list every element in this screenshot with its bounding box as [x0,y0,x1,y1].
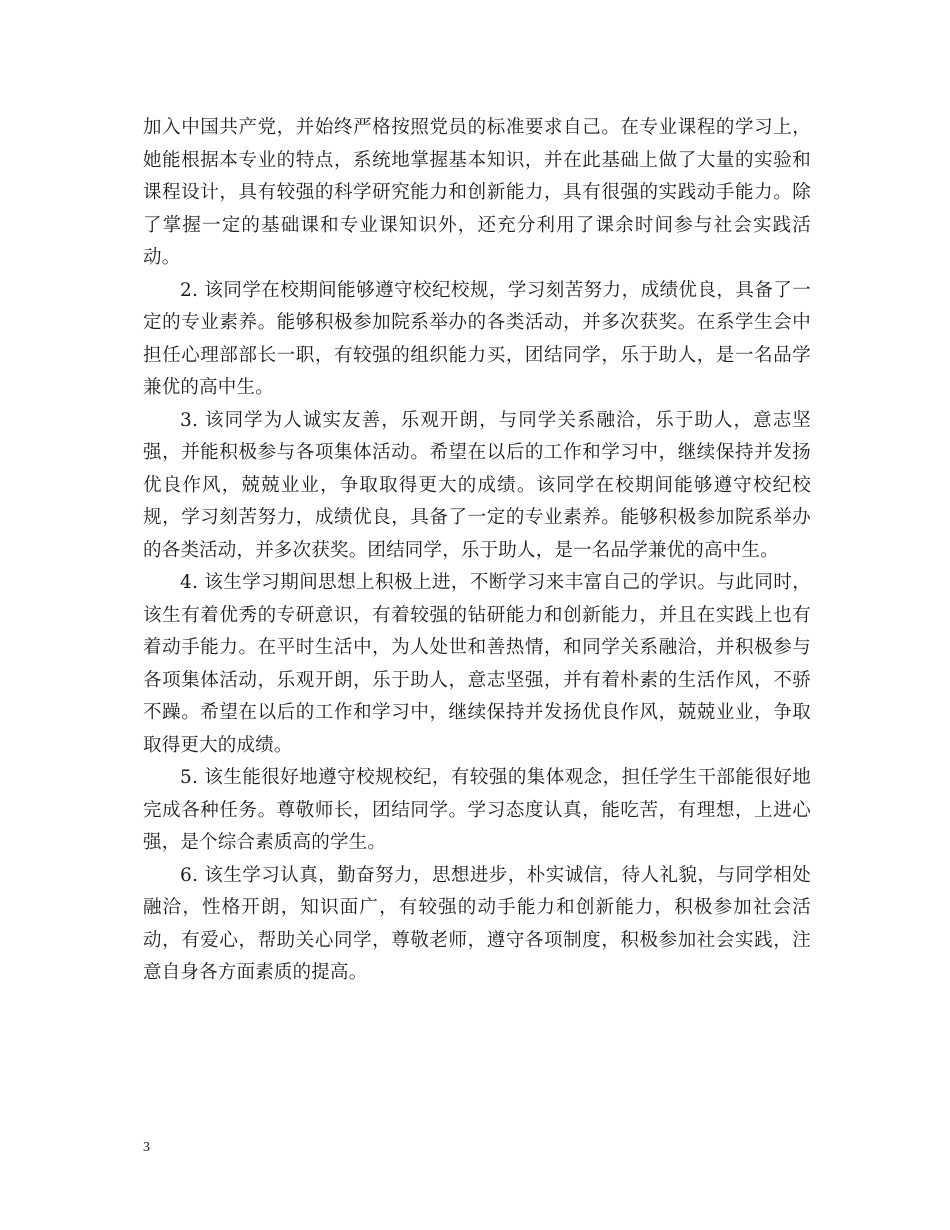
paragraph-continuation: 加入中国共产党，并始终严格按照党员的标准要求自己。在专业课程的学习上，她能根据本专业的特点，系统地掌握基本知识，并在此基础上做了大量的实验和课程设计，具有较强的科学研究能力和创新能力，具有很强的实践动手能力。除了掌握一定的基础课和专业课知识外，还充分利用了课余时间参与社会实践活动。 [143,117,811,268]
page-number: 3 [143,1140,150,1155]
paragraph-item-6: 6. 该生学习认真，勤奋努力，思想进步，朴实诚信，待人礼貌，与同学相处融洽，性格开朗，知识面广，有较强的动手能力和创新能力，积极参加社会活动，有爱心，帮助关心同学，尊敬老师，遵守各项制度，积极参加社会实践，注意自身各方面素质的提高。 [143,864,811,983]
paragraph-item-5: 5. 该生能很好地遵守校规校纪，有较强的集体观念，担任学生干部能很好地完成各种任务。尊敬师长，团结同学。学习态度认真，能吃苦，有理想，上进心强，是个综合素质高的学生。 [143,767,811,853]
paragraph-item-2: 2. 该同学在校期间能够遵守校纪校规，学习刻苦努力，成绩优良，具备了一定的专业素养。能够积极参加院系举办的各类活动，并多次获奖。在系学生会中担任心理部部长一职，有较强的组织能力买，团结同学，乐于助人，是一名品学兼优的高中生。 [143,279,811,398]
document-body [143,112,811,990]
paragraph-item-3: 3. 该同学为人诚实友善，乐观开朗，与同学关系融洽，乐于助人，意志坚强，并能积极参与各项集体活动。希望在以后的工作和学习中，继续保持并发扬优良作风，兢兢业业，争取取得更大的成绩。该同学在校期间能够遵守校纪校规，学习刻苦努力，成绩优良，具备了一定的专业素养。能够积极参加院系举办的各类活动，并多次获奖。团结同学，乐于助人，是一名品学兼优的高中生。 [143,409,811,561]
paragraph-item-4: 4. 该生学习期间思想上积极上进，不断学习来丰富自己的学识。与此同时，该生有着优秀的专研意识，有着较强的钻研能力和创新能力，并且在实践上也有着动手能力。在平时生活中，为人处世和善热情，和同学关系融洽，并积极参与各项集体活动，乐观开朗，乐于助人，意志坚强，并有着朴素的生活作风，不骄不躁。希望在以后的工作和学习中，继续保持并发扬优良作风，兢兢业业，争取取得更大的成绩。 [143,572,811,756]
